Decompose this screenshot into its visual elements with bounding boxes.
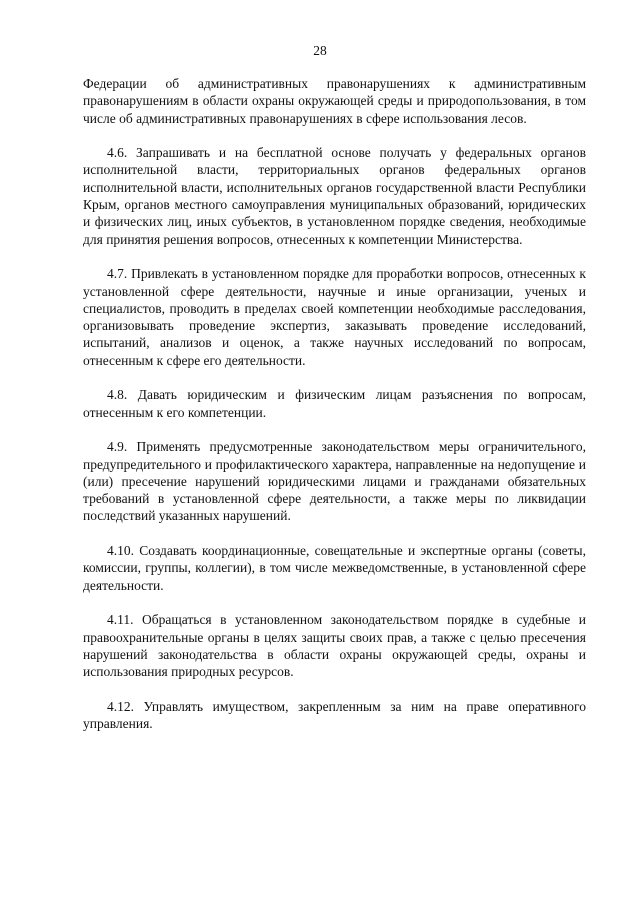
paragraph-gap [83,594,586,611]
paragraph-4-11: 4.11. Обращаться в установленном законодательством порядке в судебные и правоохранительные органы в целях защиты своих прав, а также с целью пресечения нарушений законодательства в области охраны окружающей среды, охраны и использования природных ресурсов. [83,612,586,680]
page-number: 28 [313,43,327,58]
paragraph-4-12: 4.12. Управлять имуществом, закрепленным за ним на праве оперативного управления. [83,698,586,731]
paragraph-gap [83,680,586,697]
paragraph-continuation: Федерации об административных правонарушениях к административным правонарушениям в области охраны окружающей среды и природопользования, в том числе об административных правонарушениях в сфере использования лесов. [83,76,586,126]
paragraph-gap [83,127,586,144]
paragraph-gap [83,421,586,438]
paragraph-4-9: 4.9. Применять предусмотренные законодательством меры ограничительного, предупредительного и профилактического характера, направленные на недопущение и (или) пресечение нарушений юридическими лицами и гражданами обязательных требований в установленной сфере деятельности, а также меры по ликвидации последствий указанных нарушений. [83,439,586,524]
paragraph-gap [83,369,586,386]
document-body [83,75,586,732]
paragraph-4-8: 4.8. Давать юридическим и физическим лицам разъяснения по вопросам, отнесенным к его компетенции. [83,387,586,420]
paragraph-gap [83,248,586,265]
paragraph-4-7: 4.7. Привлекать в установленном порядке для проработки вопросов, отнесенных к установленной сфере деятельности, научные и иные организации, ученых и специалистов, проводить в пределах своей компетенции необходимые расследования, организовывать проведение экспертиз, заказывать проведение исследований, испытаний, анализов и оценок, а также научных исследований по вопросам, отнесенным к сфере его деятельности. [83,266,586,368]
paragraph-4-6: 4.6. Запрашивать и на бесплатной основе получать у федеральных органов исполнительной власти, территориальных органов федеральных органов исполнительной власти, исполнительных органов государственной власти Республики Крым, органов местного самоуправления муниципальных образований, юридических и физических лиц, иных субъектов, в установленном порядке сведения, необходимые для принятия решения вопросов, отнесенных к компетенции Министерства. [83,145,586,247]
paragraph-4-10: 4.10. Создавать координационные, совещательные и экспертные органы (советы, комиссии, группы, коллегии), в том числе межведомственные, в установленной сфере деятельности. [83,543,586,593]
paragraph-gap [83,525,586,542]
